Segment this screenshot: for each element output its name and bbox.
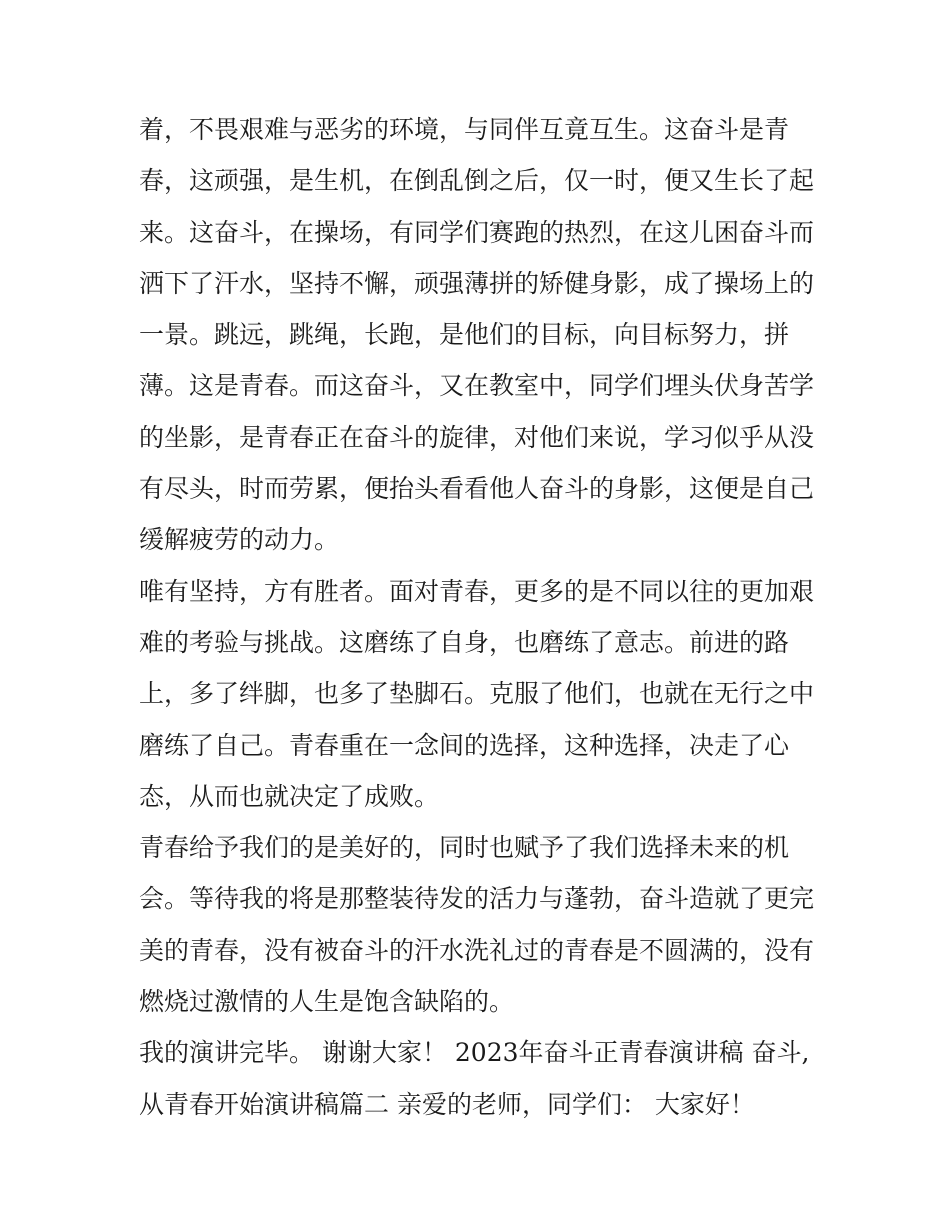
text-line: 薄。这是青春。而这奋斗，又在教室中，同学们埋头伏身苦学	[139, 371, 815, 401]
text-line: 难的考验与挑战。这磨练了自身，也磨练了意志。前进的路	[139, 627, 790, 657]
text-line: 态，从而也就决定了成败。	[139, 781, 440, 811]
text-line: 从青春开始演讲稿篇二 亲爱的老师，同学们： 大家好！	[139, 1089, 755, 1119]
speech-text	[139, 104, 819, 1130]
text-line: 一景。跳远，跳绳，长跑，是他们的目标，向目标努力，拼	[139, 320, 790, 350]
text-line: 燃烧过激情的人生是饱含缺陷的。	[139, 987, 515, 1017]
text-line: 唯有坚持，方有胜者。面对青春，更多的是不同以往的更加艰	[139, 576, 815, 606]
text-line: 会。等待我的将是那整装待发的活力与蓬勃，奋斗造就了更完	[139, 884, 815, 914]
text-line: 洒下了汗水，坚持不懈，顽强薄拼的矫健身影，成了操场上的	[139, 268, 815, 298]
text-line: 春，这顽强，是生机，在倒乱倒之后，仅一时，便又生长了起	[139, 166, 815, 196]
text-line: 青春给予我们的是美好的，同时也赋予了我们选择未来的机	[139, 833, 790, 863]
text-line: 有尽头，时而劳累，便抬头看看他人奋斗的身影，这便是自己	[139, 474, 815, 504]
text-line: 美的青春，没有被奋斗的汗水洗礼过的青春是不圆满的，没有	[139, 935, 815, 965]
text-line: 上，多了绊脚，也多了垫脚石。克服了他们，也就在无行之中	[139, 679, 815, 709]
text-line: 的坐影，是青春正在奋斗的旋律，对他们来说，学习似乎从没	[139, 422, 815, 452]
text-line: 来。这奋斗，在操场，有同学们赛跑的热烈，在这儿困奋斗而	[139, 217, 815, 247]
text-line: 着，不畏艰难与恶劣的环境，与同伴互竟互生。这奋斗是青	[139, 115, 790, 144]
text-line: 磨练了自己。青春重在一念间的选择，这种选择，决走了心	[139, 730, 790, 760]
text-line: 缓解疲劳的动力。	[139, 525, 340, 555]
text-line: 我的演讲完毕。 谢谢大家！ 2023年奋斗正青春演讲稿 奋斗,	[139, 1038, 810, 1068]
